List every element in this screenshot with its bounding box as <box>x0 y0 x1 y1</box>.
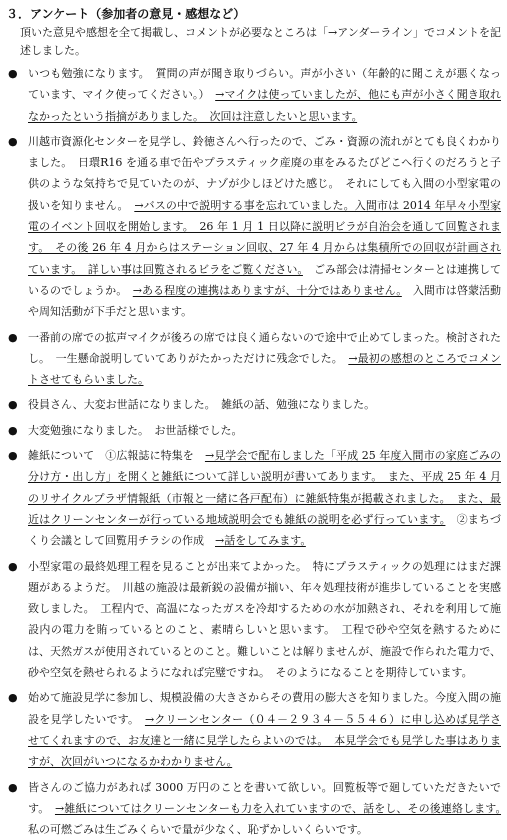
comment-text: 皆さんのご協力があれば 3000 万円のことを書いて欲しい。回覧板等で廻していただきたいです。 <box>28 781 501 815</box>
bullet-icon: ● <box>8 420 18 441</box>
bullet-icon: ● <box>8 556 18 577</box>
answer-text: →クリーンセンター（０４－２９３４－５５４６）に申し込めば見学させてくれますので、お友達と一緒に見学したらよいのでは。 本見学会でも見学した事はありますが、次回がいつになるかわかりません。 <box>28 713 501 769</box>
answer-text: →バスの中で説明する事を忘れていました。入間市は 2014 年早々小型家電のイベント回収を開始します。 26 年 1 月 1 日以降に説明ビラが自治会を通して回覧されます。 その後 26 年 4 月からはステーション回収、27 年 4 月からは集積所での回収が計画されています。 詳しい事は回覧されるビラをご覧ください。 <box>28 199 501 276</box>
list-item <box>6 394 501 415</box>
list-item <box>6 777 501 840</box>
comment-text: 一番前の席での拡声マイクが後ろの席では良く通らないので途中で止めてしまった。検討されたし。 一生懸命説明していてありがたかっただけに残念でした。 <box>28 331 501 365</box>
feedback-list <box>6 63 501 840</box>
list-item <box>6 445 501 551</box>
list-item <box>6 131 501 323</box>
answer-text: →雑紙についてはクリーンセンターも力を入れていますので、話をし、その後連絡します。 <box>55 802 501 815</box>
bullet-icon: ● <box>8 327 18 348</box>
list-item <box>6 556 501 684</box>
bullet-icon: ● <box>8 63 18 84</box>
comment-text: 始めて施設見学に参加し、規模設備の大きさからその費用の膨大さを知りました。今度入間の施設を見学したいです。 <box>28 691 501 725</box>
answer-text: →話をしてみます。 <box>215 534 306 547</box>
answer-text: →最初の感想のところでコメントさせてもらいました。 <box>28 352 501 386</box>
list-item <box>6 63 501 127</box>
comment-text: いつも勉強になります。 質問の声が聞き取りづらい。声が小さい（年齢的に聞こえが悪くなっています、マイク使ってください。） <box>28 67 501 101</box>
answer-text: →ある程度の連携はありますが、十分ではありません。 <box>133 284 402 297</box>
comment-text: 私の可燃ごみは生ごみくらいで量が少なく、恥ずかしいくらいです。 <box>28 823 362 836</box>
bullet-icon: ● <box>8 445 18 466</box>
section-title: ３．アンケート（参加者の意見・感想など） <box>6 6 501 22</box>
comment-text: ②まちづくり会議として回覧用チラシの作成 <box>28 513 501 547</box>
comment-text: 雑紙について ①広報誌に特集を <box>28 449 194 462</box>
answer-text: →マイクは使っていましたが、他にも声が小さく聞き取れなかったという指摘がありました。 次回は注意したいと思います。 <box>28 88 501 122</box>
comment-text: ごみ部会は清掃センターとは連携しているのでしょうか。 <box>28 263 501 297</box>
list-item <box>6 687 501 772</box>
comment-text: 大変勉強になりました。 お世話様でした。 <box>28 424 237 437</box>
list-item <box>6 420 501 441</box>
bullet-icon: ● <box>8 131 18 152</box>
list-item <box>6 327 501 391</box>
intro-paragraph: 頂いた意見や感想を全て掲載し、コメントが必要なところは「→アンダーライン」でコメントを記述しました。 <box>20 24 501 60</box>
bullet-icon: ● <box>8 777 18 798</box>
comment-text: 川越市資源化センターを見学し、鈴徳さんへ行ったので、ごみ・資源の流れがとても良くわかりました。 日環R16 を通る車で缶やプラスティック産廃の車をみるたびどこへ行くのだろうと子供のような気持ちで見ていたのが、ナゾが少しほどけた感じ。 それにしても入間の小型家電の扱いを知りません。 <box>28 135 501 212</box>
comment-text: 役員さん、大変お世話になりました。 雑紙の話、勉強になりました。 <box>28 398 370 411</box>
comment-text: 入間市は啓蒙活動や周知活動が下手だと思います。 <box>28 284 501 318</box>
answer-text: →見学会で配布しました「平成 25 年度入間市の家庭ごみの分け方・出し方」を開くと雑紙について詳しい説明が書いてあります。 また、平成 25 年 4 月のリサイクルプラザ情報紙（市報と一緒に各戸配布）に雑紙特集が掲載されました。 また、最近はクリーンセンターが行っている地域説明会でも雑紙の説明を必ず行っています。 <box>28 449 501 526</box>
comment-text: 小型家電の最終処理工程を見ることが出来てよかった。 特にプラスティックの処理にはまだ課題があるようだ。 川越の施設は最新鋭の設備が揃い、年々処理技術が進歩していることを実感致しました。 工程内で、高温になったガスを冷却するための水が加熱され、それを利用して施設内の電力を賄っているとのこと、素晴らしいと思います。 工程で砂や空気を熱するためには、天然ガスが使用されているとのこと。難しいことは解りませんが、施設で作られた電力で、砂や空気を熱せられるようになれば完璧ですね。 そのようになることを期待しています。 <box>28 560 501 679</box>
bullet-icon: ● <box>8 687 18 708</box>
bullet-icon: ● <box>8 394 18 415</box>
